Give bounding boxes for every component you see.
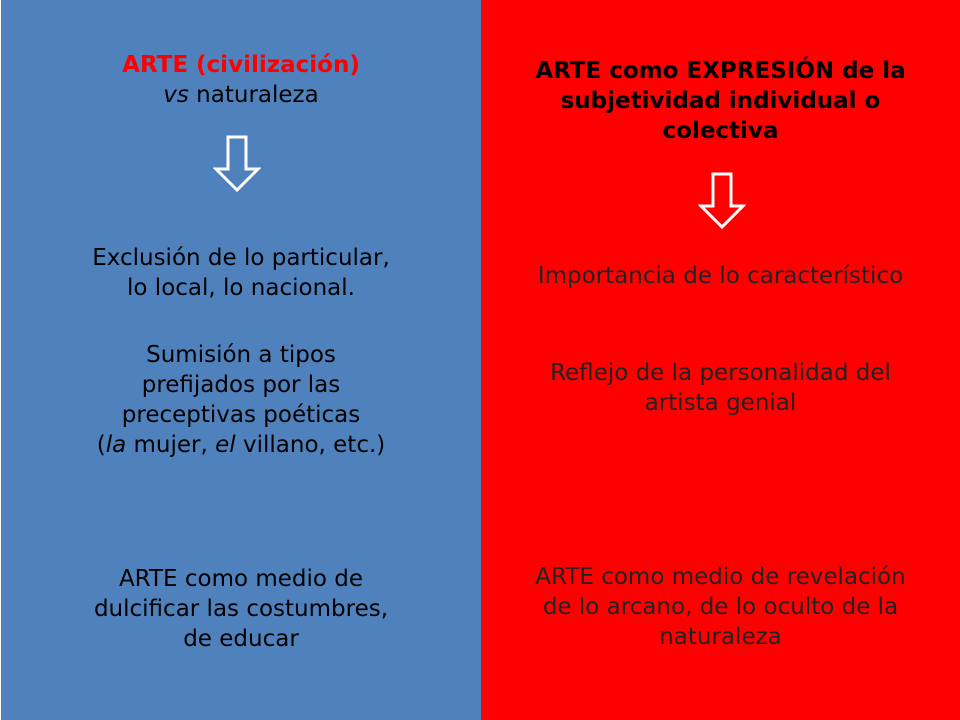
left-title xyxy=(1,50,481,110)
right-title xyxy=(481,56,960,146)
left-sumision-line1: Sumisión a tipos xyxy=(146,342,336,368)
examples-open: ( xyxy=(96,432,106,458)
right-importancia: Importancia de lo característico xyxy=(537,263,904,289)
left-sumision-line2: prefijados por las xyxy=(141,372,341,398)
left-title-sub xyxy=(1,80,481,110)
right-column xyxy=(481,0,960,720)
right-title-line1: ARTE como EXPRESIÓN de la xyxy=(535,58,906,84)
left-medio-line2: dulcificar las costumbres, xyxy=(93,596,389,622)
down-arrow-icon xyxy=(698,172,746,230)
left-medio xyxy=(1,564,481,654)
left-sumision-line3: preceptivas poéticas xyxy=(121,402,361,428)
left-title-main: ARTE (civilización) xyxy=(122,52,360,78)
right-reflejo-line2: artista genial xyxy=(644,390,797,416)
left-exclusion-line2: lo local, lo nacional. xyxy=(127,275,355,301)
left-exclusion xyxy=(1,243,481,303)
examples-mid: mujer, xyxy=(126,432,216,458)
right-medio xyxy=(481,562,960,652)
right-medio-line1: ARTE como medio de revelación xyxy=(535,564,906,590)
left-title-naturaleza: naturaleza xyxy=(188,82,319,108)
left-sumision-examples xyxy=(1,430,481,460)
right-reflejo-line1: Reflejo de la personalidad del xyxy=(550,360,891,386)
right-title-line3: colectiva xyxy=(662,118,779,144)
examples-la: la xyxy=(105,432,127,458)
right-medio-line3: naturaleza xyxy=(659,624,782,650)
left-sumision xyxy=(1,340,481,460)
examples-el: el xyxy=(215,432,236,458)
right-medio-line2: de lo arcano, de lo oculto de la xyxy=(542,594,899,620)
left-exclusion-line1: Exclusión de lo particular, xyxy=(92,245,390,271)
examples-end: villano, etc.) xyxy=(235,432,386,458)
left-title-vs: vs xyxy=(163,82,189,108)
right-reflejo xyxy=(481,358,960,418)
right-title-line2: subjetividad individual o xyxy=(560,88,881,114)
left-medio-line1: ARTE como medio de xyxy=(118,566,364,592)
left-medio-line3: de educar xyxy=(183,626,299,652)
down-arrow-icon xyxy=(213,135,261,193)
